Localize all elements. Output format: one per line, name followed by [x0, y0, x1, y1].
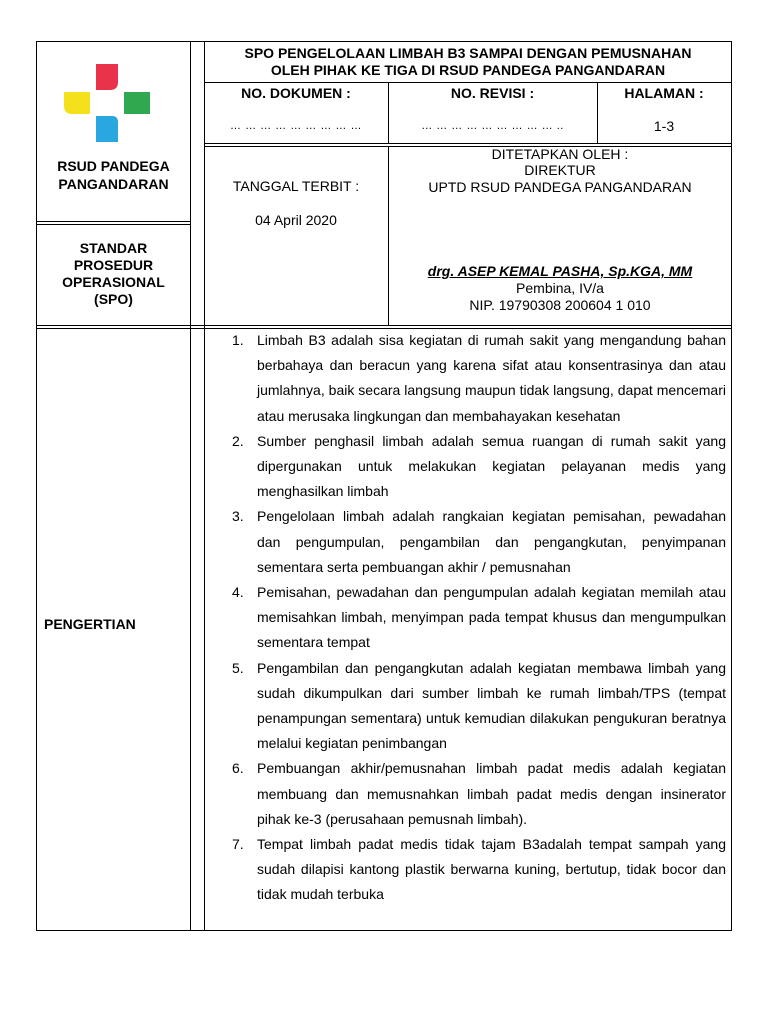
ditetapkan-line1: DITETAPKAN OLEH : — [491, 146, 629, 162]
no-revisi-label: NO. REVISI : — [450, 85, 535, 101]
ditetapkan-line3: UPTD RSUD PANDEGA PANGANDARAN — [428, 179, 692, 195]
hospital-name — [36, 157, 191, 193]
list-item — [232, 832, 726, 908]
spo-label-line4: (SPO) — [94, 291, 133, 307]
list-item — [232, 429, 726, 505]
ditetapkan-block — [388, 146, 732, 195]
signatory-block — [388, 263, 732, 314]
pengertian-label: PENGERTIAN — [44, 616, 136, 632]
list-item-text: Limbah B3 adalah sisa kegiatan di rumah sakit yang mengandung bahan berbahaya dan beracun yang karena sifat atau konsentrasinya dan atau jumlahnya, baik secara langsung maupun tidak langsung, dapat mencemari atau merusaka lingkungan dan membahayakan kesehatan — [257, 332, 726, 424]
document-title-line2: OLEH PIHAK KE TIGA DI RSUD PANDEGA PANGANDARAN — [270, 62, 666, 78]
document-title — [204, 45, 732, 79]
tanggal-terbit-label: TANGGAL TERBIT : — [232, 178, 360, 194]
no-revisi-value: … … … … … … … … … .. — [421, 120, 564, 132]
no-dokumen-label: NO. DOKUMEN : — [241, 85, 351, 101]
list-item-number: 7. — [232, 836, 244, 853]
list-item-number: 1. — [232, 332, 244, 348]
signatory-name: drg. ASEP KEMAL PASHA, Sp.KGA, MM — [427, 263, 693, 279]
list-item — [232, 580, 726, 656]
list-item-text: Pembuangan akhir/pemusnahan limbah padat medis adalah kegiatan membuang dan memusnahkan limbah padat medis dengan insinerator pihak ke-3 (perusahaan pemusnah limbah). — [257, 760, 726, 827]
pengertian-list — [232, 328, 726, 908]
list-item — [232, 504, 726, 580]
spo-label — [36, 240, 191, 308]
halaman-value: 1-3 — [653, 118, 675, 134]
list-item-text: Pemisahan, pewadahan dan pengumpulan adalah kegiatan memilah atau memisahkan limbah, menyimpan pada tempat khusus dan mengumpulkan sementara tempat — [257, 584, 726, 651]
list-item-number: 5. — [232, 659, 244, 676]
signatory-nip: NIP. 19790308 200604 1 010 — [469, 297, 651, 313]
list-item — [232, 328, 726, 429]
logo-icon — [62, 60, 152, 150]
tanggal-terbit-value: 04 April 2020 — [255, 212, 337, 228]
list-item-number: 6. — [232, 760, 244, 777]
list-item-number: 2. — [232, 432, 244, 449]
halaman-label: HALAMAN : — [624, 85, 704, 101]
list-item-text: Sumber penghasil limbah adalah semua ruangan di rumah sakit yang dipergunakan untuk melakukan kegiatan pelayanan medis yang menghasilkan limbah — [257, 432, 726, 500]
spo-label-line2: PROSEDUR — [73, 257, 154, 273]
document-title-line1: SPO PENGELOLAAN LIMBAH B3 SAMPAI DENGAN PEMUSNAHAN — [244, 45, 692, 61]
signatory-rank: Pembina, IV/a — [516, 280, 604, 296]
hospital-name-line1: RSUD PANDEGA — [57, 158, 170, 174]
list-item — [232, 756, 726, 832]
ditetapkan-line2: DIREKTUR — [524, 162, 596, 178]
spo-label-line3: OPERASIONAL — [62, 274, 165, 290]
list-item-number: 4. — [232, 584, 244, 601]
no-dokumen-value: … … … … … … … … … — [230, 120, 362, 132]
hospital-name-line2: PANGANDARAN — [58, 176, 169, 192]
list-item-number: 3. — [232, 508, 244, 525]
hospital-logo — [62, 60, 152, 150]
list-item — [232, 656, 726, 757]
list-item-text: Pengambilan dan pengangkutan adalah kegiatan membawa limbah yang sudah dikumpulkan dari sumber limbah ke rumah limbah/TPS (tempat penampungan sementara) untuk kemudian dilakukan pengukuran beratnya melalui kegiatan penimbangan — [257, 659, 726, 752]
list-item-text: Pengelolaan limbah adalah rangkaian kegiatan pemisahan, pewadahan dan pengumpulan, pengambilan dan pengangkutan, penyimpanan sementara serta pembuangan akhir / pemusnahan — [257, 508, 726, 575]
spo-label-line1: STANDAR — [79, 240, 148, 256]
list-item-text: Tempat limbah padat medis tidak tajam B3adalah tempat sampah yang sudah dilapisi kantong plastik berwarna kuning, bertutup, tidak bocor dan tidak mudah terbuka — [257, 836, 726, 903]
